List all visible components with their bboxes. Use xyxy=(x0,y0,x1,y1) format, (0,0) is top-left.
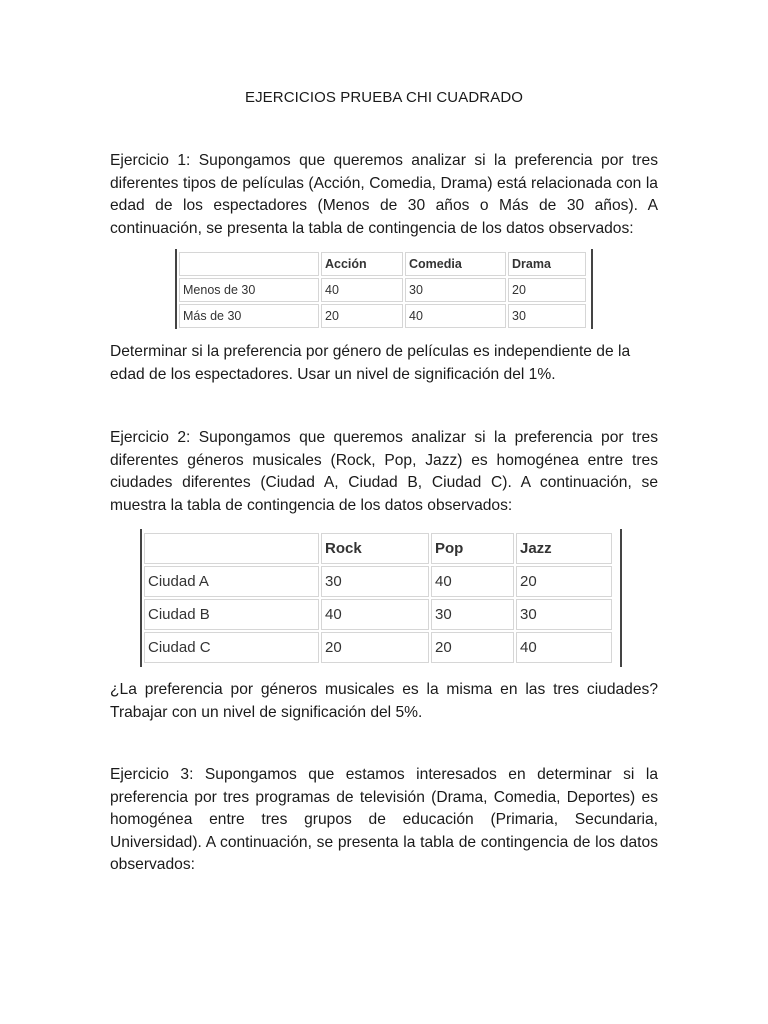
table-row xyxy=(144,599,612,630)
page-title: EJERCICIOS PRUEBA CHI CUADRADO xyxy=(244,89,524,106)
table-cell: Más de 30 xyxy=(179,304,319,328)
table-cell: 20 xyxy=(321,632,429,663)
table-header-cell: Acción xyxy=(321,252,403,276)
exercise-2-text: Ejercicio 2: Supongamos que queremos analizar si la preferencia por tres diferentes géneros musicales (Rock, Pop, Jazz) es homogénea entre tres ciudades diferentes (Ciudad A, Ciudad B, Ciudad C). A continuación, se muestra la tabla de contingencia de los datos observados: xyxy=(110,429,658,514)
exercise-2-question: ¿La preferencia por géneros musicales es la misma en las tres ciudades? Trabajar con un nivel de significación del 5%. xyxy=(110,681,658,721)
table-cell: 20 xyxy=(431,632,514,663)
table-cell: 40 xyxy=(516,632,612,663)
table-header-cell: Drama xyxy=(508,252,586,276)
table-cell: 20 xyxy=(508,278,586,302)
table-cell: 20 xyxy=(321,304,403,328)
table-cell: 30 xyxy=(431,599,514,630)
table-row xyxy=(179,278,586,302)
table-row xyxy=(144,566,612,597)
table-cell: Ciudad C xyxy=(144,632,319,663)
table-cell: 20 xyxy=(516,566,612,597)
table-header-cell: Comedia xyxy=(405,252,506,276)
table-cell: 40 xyxy=(431,566,514,597)
table-header-row xyxy=(144,533,612,564)
table-header-cell: Jazz xyxy=(516,533,612,564)
table-header-cell xyxy=(144,533,319,564)
exercise-1-question: Determinar si la preferencia por género de películas es independiente de la edad de los espectadores. Usar un nivel de significación del 1%. xyxy=(110,343,631,383)
table-cell: Ciudad B xyxy=(144,599,319,630)
table-header-cell: Pop xyxy=(431,533,514,564)
table-cell: 30 xyxy=(516,599,612,630)
exercise-3-text: Ejercicio 3: Supongamos que estamos interesados en determinar si la preferencia por tres programas de televisión (Drama, Comedia, Deportes) es homogénea entre tres grupos de educación (Primaria, Secundaria, Universidad). A continuación, se presenta la tabla de contingencia de los datos observados: xyxy=(110,766,658,873)
table-header-cell xyxy=(179,252,319,276)
table-cell: Menos de 30 xyxy=(179,278,319,302)
table-cell: 30 xyxy=(508,304,586,328)
table-cell: 40 xyxy=(321,599,429,630)
table-header-row xyxy=(179,252,586,276)
table-cell: 40 xyxy=(405,304,506,328)
table-cell: Ciudad A xyxy=(144,566,319,597)
exercise-1-table xyxy=(175,249,593,329)
exercise-1-text: Ejercicio 1: Supongamos que queremos analizar si la preferencia por tres diferentes tipos de películas (Acción, Comedia, Drama) está relacionada con la edad de los espectadores (Menos de 30 años o Más de 30 años). A continuación, se presenta la tabla de contingencia de los datos observados: xyxy=(110,152,658,237)
table-cell: 30 xyxy=(405,278,506,302)
table-cell: 40 xyxy=(321,278,403,302)
table-row xyxy=(144,632,612,663)
exercise-2-table xyxy=(140,529,622,667)
table-row xyxy=(179,304,586,328)
table-cell: 30 xyxy=(321,566,429,597)
table-header-cell: Rock xyxy=(321,533,429,564)
